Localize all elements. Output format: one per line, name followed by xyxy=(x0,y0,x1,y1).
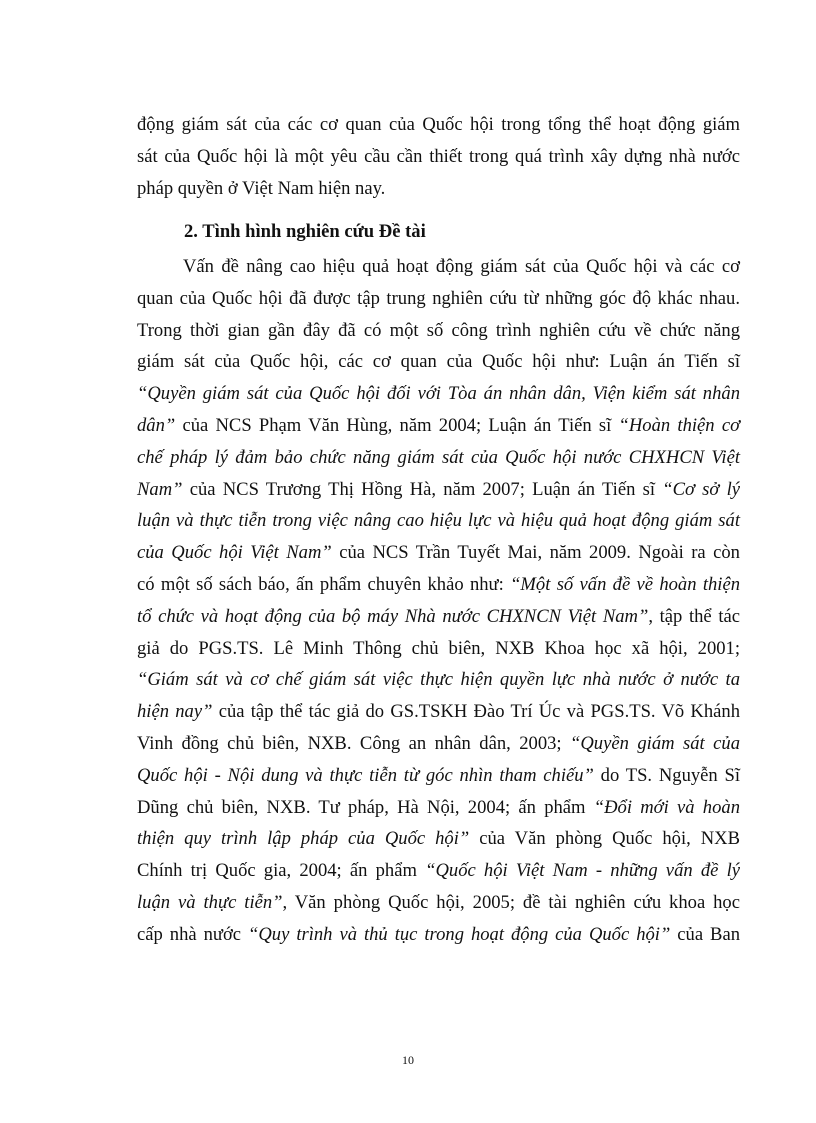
body-run: của NCS Trần Tuyết Mai, năm 2009. Ngoài ra còn xyxy=(331,542,740,564)
body-line xyxy=(137,855,740,887)
intro-line-1: động giám sát của các cơ quan của Quốc hội trong tổng thể hoạt động giám xyxy=(137,114,740,135)
intro-paragraph xyxy=(137,109,740,204)
body-italic-run: Quốc hội - Nội dung và thực tiễn từ góc nhìn tham chiếu” xyxy=(137,764,594,786)
body-line xyxy=(137,442,740,474)
body-run: Vấn đề nâng cao hiệu quả hoạt động giám sát của Quốc hội và các cơ xyxy=(183,256,740,277)
body-run: cấp nhà nước xyxy=(137,923,249,945)
body-italic-run: luận và thực tiễn” xyxy=(137,891,283,913)
body-run: quan của Quốc hội đã được tập trung nghiên cứu từ những góc độ khác nhau. xyxy=(137,287,740,309)
body-line xyxy=(137,728,740,760)
body-run: , tập thể tác xyxy=(648,605,740,627)
body-italic-run: “Cơ sở lý xyxy=(662,478,740,500)
body-line xyxy=(137,696,740,728)
body-line xyxy=(137,315,740,347)
section-heading: 2. Tình hình nghiên cứu Đề tài xyxy=(184,221,426,242)
body-italic-run: “Một số vấn đề về hoàn thiện xyxy=(510,573,740,595)
body-run: có một số sách báo, ấn phẩm chuyên khảo như: xyxy=(137,573,511,595)
body-run: giả do PGS.TS. Lê Minh Thông chủ biên, NXB Khoa học xã hội, 2001; xyxy=(137,637,740,659)
body-italic-run: hiện nay” xyxy=(137,701,213,723)
body-run: Vinh đồng chủ biên, NXB. Công an nhân dân, 2003; xyxy=(137,732,571,754)
body-run: của tập thể tác giả do GS.TSKH Đào Trí Úc và PGS.TS. Võ Khánh xyxy=(212,701,740,723)
body-run: , Văn phòng Quốc hội, 2005; đề tài nghiên cứu khoa học xyxy=(282,891,740,913)
body-italic-run: tổ chức và hoạt động của bộ máy Nhà nước CHXNCN Việt Nam” xyxy=(137,605,649,627)
body-italic-run: “Quyền giám sát của Quốc hội đối với Tòa án nhân dân, Viện kiểm sát nhân xyxy=(137,383,740,405)
body-line xyxy=(137,569,740,601)
body-line xyxy=(137,474,740,506)
body-run: Dũng chủ biên, NXB. Tư pháp, Hà Nội, 2004; ấn phẩm xyxy=(137,796,594,818)
body-italic-run: “Giám sát và cơ chế giám sát việc thực hiện quyền lực nhà nước ở nước ta xyxy=(137,669,740,691)
body-run: của NCS Phạm Văn Hùng, năm 2004; Luận án Tiến sĩ xyxy=(175,414,619,436)
intro-line-2: sát của Quốc hội là một yêu cầu cần thiết trong quá trình xây dựng nhà nước xyxy=(137,145,740,167)
body-run: Trong thời gian gần đây đã có một số công trình nghiên cứu về chức năng xyxy=(137,319,740,341)
body-line xyxy=(137,760,740,792)
body-run: của Văn phòng Quốc hội, NXB xyxy=(469,828,740,850)
body-line xyxy=(137,410,740,442)
body-line xyxy=(137,537,740,569)
body-line xyxy=(137,823,740,855)
body-italic-run: dân” xyxy=(137,414,176,436)
body-paragraph xyxy=(137,251,740,951)
body-run: của Ban xyxy=(670,923,740,945)
body-run: Chính trị Quốc gia, 2004; ấn phẩm xyxy=(137,860,426,882)
body-run: của NCS Trương Thị Hồng Hà, năm 2007; Luận án Tiến sĩ xyxy=(182,478,663,500)
body-italic-run: “Đổi mới và hoàn xyxy=(593,796,740,818)
body-line xyxy=(137,283,740,315)
body-italic-run: thiện quy trình lập pháp của Quốc hội” xyxy=(137,828,470,850)
body-line xyxy=(137,633,740,665)
body-line xyxy=(137,664,740,696)
body-line xyxy=(137,505,740,537)
body-run: giám sát của Quốc hội, các cơ quan của Quốc hội như: Luận án Tiến sĩ xyxy=(137,351,740,373)
body-italic-run: Nam” xyxy=(137,478,183,500)
body-line xyxy=(137,792,740,824)
body-line xyxy=(137,887,740,919)
body-italic-run: “Quy trình và thủ tục trong hoạt động của Quốc hội” xyxy=(248,923,671,945)
body-italic-run: “Quốc hội Việt Nam - những vấn đề lý xyxy=(425,860,740,882)
body-line xyxy=(137,919,740,951)
body-italic-run: “Quyền giám sát của xyxy=(570,732,740,754)
body-italic-run: “Hoàn thiện cơ xyxy=(618,414,741,436)
body-italic-run: của Quốc hội Việt Nam” xyxy=(137,542,332,564)
body-italic-run: luận và thực tiễn trong việc nâng cao hiệu lực và hiệu quả hoạt động giám sát xyxy=(137,510,740,532)
page-number: 10 xyxy=(402,1053,414,1067)
body-line xyxy=(137,251,740,283)
intro-line-3: pháp quyền ở Việt Nam hiện nay. xyxy=(137,177,386,199)
body-line xyxy=(137,346,740,378)
body-italic-run: chế pháp lý đảm bảo chức năng giám sát của Quốc hội nước CHXHCN Việt xyxy=(137,446,740,468)
body-line xyxy=(137,378,740,410)
body-line xyxy=(137,601,740,633)
body-run: do TS. Nguyễn Sĩ xyxy=(593,764,740,786)
